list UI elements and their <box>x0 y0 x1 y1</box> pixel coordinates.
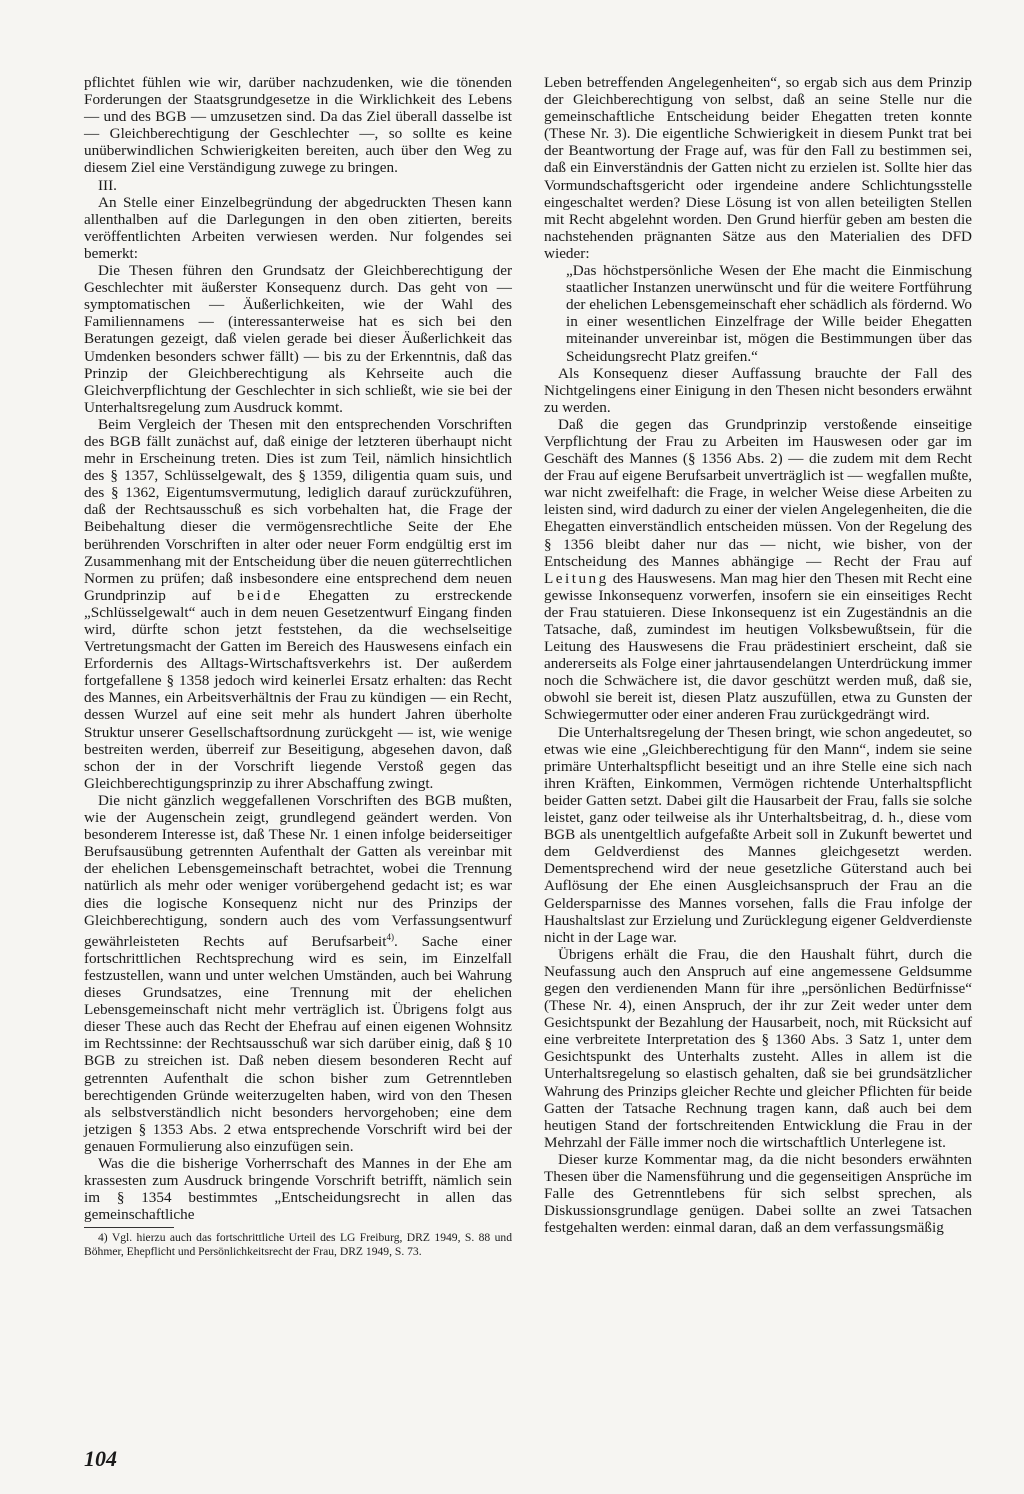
paragraph: Leben betreffenden Angelegenheiten“, so ergab sich aus dem Prinzip der Gleichberechtigung von selbst, daß an seine Stelle nur die gemeinschaftliche Entscheidung beider Ehegatten treten konnte (These Nr. 3). Die eigentliche Schwierigkeit in diesem Punkt trat bei der Beantwortung der Frage auf, was für den Fall zu bestimmen sei, daß ein Einverständnis der Gatten nicht zu erzielen ist. Sollte hier das Vormundschaftsgericht oder irgendeine andere Schlichtungsstelle eingeschaltet werden? Diese Lösung ist von allen beteiligten Stellen mit Recht abgelehnt worden. Den Grund hierfür geben am besten die nachstehenden prägnanten Sätze aus den Materialien des DFD wieder: <box>544 74 972 262</box>
spaced-emphasis: Leitung <box>544 569 609 587</box>
spaced-emphasis: beide <box>237 586 283 604</box>
page-number: 104 <box>84 1446 117 1471</box>
paragraph: Als Konsequenz dieser Auffassung brauchte der Fall des Nichtgelingens einer Einigung in den Thesen nicht besonders erwähnt zu werden. <box>544 364 972 416</box>
block-quote: „Das höchstpersönliche Wesen der Ehe macht die Einmischung staatlicher Instanzen unerwünscht und für die weitere Fortführung der ehelichen Lebensgemeinschaft eher schädlich als fördernd. Wo in einer wesentlichen Einzelfrage der Wille beider Ehegatten miteinander unvereinbar ist, mögen die Bestimmungen über das Scheidungsrecht Platz greifen.“ <box>566 262 972 365</box>
paragraph <box>84 416 512 792</box>
text-run: Daß die gegen das Grundprinzip verstoßende einseitige Verpflichtung der Frau zu Arbeiten im Hauswesen oder gar im Geschäft des Mannes (§ 1356 Abs. 2) — die zudem mit dem Recht der Frau auf eigene Berufsarbeit unverträglich ist — wegfallen mußte, war nicht zweifelhaft: die Frage, in welcher Weise diese Arbeiten zu leisten sind, wird dadurch zu einer der vielen Angelegenheiten, die die Ehegatten einverständlich entscheiden müssen. Von der Regelung des § 1356 bleibt daher nur das — nicht, wie bisher, von der Entscheidung des Mannes abhängige — Recht der Frau auf <box>544 415 972 570</box>
paragraph: Die Unterhaltsregelung der Thesen bringt, wie schon angedeutet, so etwas wie eine „Gleichberechtigung für den Mann“, indem sie seine primäre Unterhaltspflicht beseitigt und an ihre Stelle eine sich nach ihren Kräften, Einkommen, Vermögen richtende Unterhaltspflicht beider Gatten setzt. Dabei gilt die Hausarbeit der Frau, falls sie solche leistet, ganz oder teilweise als ihr Unterhaltsbeitrag, d. h., diese vom BGB als unentgeltlich aufgefaßte Arbeit soll in Zukunft bewertet und dem Geldverdienst des Mannes gleichgesetzt werden. Dementsprechend wird der neue gesetzliche Güterstand auch bei Auflösung der Ehe einen Ausgleichsanspruch der Frau an die Geldersparnisse des Mannes vorsehen, falls die Frau infolge der Haushaltslast zur Erzielung und Zurücklegung eigener Geldverdienste nicht in der Lage war. <box>544 723 972 946</box>
left-column <box>84 74 512 1258</box>
paragraph <box>544 416 972 724</box>
footnote: 4) Vgl. hierzu auch das fortschrittliche Urteil des LG Freiburg, DRZ 1949, S. 88 und Böhmer, Ehepflicht und Persönlichkeitsrecht der Frau, DRZ 1949, S. 73. <box>84 1231 512 1258</box>
paragraph: pflichtet fühlen wie wir, darüber nachzudenken, wie die tönenden Forderungen der Staatsgrundgesetze in die Wirklichkeit des Lebens — und des BGB — umzusetzen sind. Da das Ziel überall dasselbe ist — Gleichberechtigung der Geschlechter —, so sollte es keine unüberwindlichen Schwierigkeiten bereiten, auch über den Weg zu diesem Ziel eine Verständigung zuwege zu bringen. <box>84 74 512 177</box>
right-column <box>544 74 972 1236</box>
text-run: Beim Vergleich der Thesen mit den entsprechenden Vorschriften des BGB fällt zunächst auf, daß einige der letzteren überhaupt nicht mehr in Erscheinung treten. Dies ist zum Teil, nämlich hinsichtlich des § 1357, Schlüsselgewalt, des § 1359, diligentia quam suis, und des § 1362, Eigentumsvermutung, lediglich darauf zurückzuführen, daß der Rechtsausschuß es sich vorbehalten hat, die Frage der Beibehaltung dieser die vermögensrechtliche Seite der Ehe berührenden Vorschriften in alter oder neuer Form endgültig erst im Zusammenhang mit der Entscheidung über die neuen güterrechtlichen Normen zu prüfen; daß insbesondere eine entsprechend dem neuen Grundprinzip auf <box>84 415 512 604</box>
text-run: . Sache einer fortschrittlichen Rechtsprechung wird es sein, im Einzelfall festzustellen, wann und unter welchen Umständen, auch bei Wahrung dieses Grundsatzes, eine Trennung mit der ehelichen Lebensgemeinschaft nicht mehr verträglich ist. Übrigens folgt aus dieser These auch das Recht der Ehefrau auf einen eigenen Wohnsitz im Rechtssinne: der Rechtsausschuß war sich darüber einig, daß § 10 BGB zu streichen ist. Daß neben diesem besonderen Recht auf getrennten Aufenthalt die schon bisher zum Getrenntleben berechtigenden Gründe weiterzugelten haben, wird von den Thesen als selbstverständlich nicht besonders hervorgehoben; eine dem jetzigen § 1353 Abs. 2 etwa entsprechende Vorschrift wird bei der genauen Formulierung also einzufügen sein. <box>84 932 512 1155</box>
text-run: Ehegatten zu erstreckende „Schlüsselgewalt“ auch in dem neuen Gesetzentwurf Eingang finden wird, dürfte schon jetzt feststehen, da die wechselseitige Vertretungsmacht der Gatten im Bereich des Hauswesens einfach ein Erfordernis des Alltags-Wirtschaftsverkehrs ist. Der außerdem fortgefallene § 1358 jedoch wird keinerlei Ersatz erhalten: das Recht des Mannes, ein Arbeitsverhältnis der Frau zu kündigen — ein Recht, dessen Wurzel auf eine seit mehr als hundert Jahren überholte Struktur unserer Gesellschaftsordnung zurückgeht — ist, wie wenige bestreiten werden, überreif zur Beseitigung, abgesehen davon, daß schon der in der Vorschrift liegende Verstoß gegen das Gleichberechtigungsprinzip zu ihrer Abschaffung zwingt. <box>84 586 512 792</box>
section-heading: III. <box>98 176 117 194</box>
text-run: Die nicht gänzlich weggefallenen Vorschriften des BGB mußten, wie der Augenschein zeigt, grundlegend geändert werden. Von besonderem Interesse ist, daß These Nr. 1 einen infolge beiderseitiger Berufsausübung getrennten Aufenthalt der Gatten als vereinbar mit der ehelichen Lebensgemeinschaft betrachtet, wobei die Trennung natürlich als mehr oder weniger vorübergehend gedacht ist; es war dies die logische Konsequenz nicht nur des Prinzips der Gleichberechtigung, sondern auch des vom Verfassungsentwurf gewährleisteten Rechts auf Berufsarbeit <box>84 791 512 950</box>
paragraph: Was die die bisherige Vorherrschaft des Mannes in der Ehe am krassesten zum Ausdruck bringende Vorschrift betrifft, nämlich sein im § 1354 bestimmtes „Entscheidungsrecht in allen das gemeinschaftliche <box>84 1154 512 1224</box>
text-run: des Hauswesens. Man mag hier den Thesen mit Recht eine gewisse Inkonsequenz vorwerfen, insofern sie ein einseitiges Recht der Frau statuieren. Diese Inkonsequenz ist ein Zugeständnis an die Tatsache, daß, zumindest im heutigen Volksbewußtsein, für die Leitung des Hauswesens die Frau prädestiniert erscheint, daß sie andererseits als Folge einer jahrtausendelangen Unterdrückung immer noch die Schwächere ist, die davor geschützt werden muß, daß sie, obwohl sie bereit ist, diesen Platz auszufüllen, etwa zu Gunsten der Schwiegermutter oder einer anderen Frau zurückgedrängt wird. <box>544 569 973 724</box>
paragraph: Übrigens erhält die Frau, die den Haushalt führt, durch die Neufassung auch den Anspruch auf eine angemessene Geldsumme gegen den verdienenden Mann für ihre „persönlichen Bedürfnisse“ (These Nr. 4), einen Anspruch, der ihr zur Zeit weder unter dem Gesichtspunkt der Bezahlung der Hausarbeit, noch, mit Rücksicht auf eine verbreitete Interpretation des § 1360 Abs. 3 Satz 1, unter dem Gesichtspunkt des Unterhalts zusteht. Alles in allem ist die Unterhaltsregelung so elastisch gehalten, daß sie bei grundsätzlicher Wahrung des Prinzips gleicher Rechte und gleicher Pflichten für beide Gatten der Tatsache Rechnung tragen kann, daß auch bei dem heutigen Stand der fortschreitenden Entwicklung die Frau in der Mehrzahl der Fälle immer noch die wirtschaftlich Unterlegene ist. <box>544 945 972 1151</box>
paragraph: An Stelle einer Einzelbegründung der abgedruckten Thesen kann allenthalben auf die Darlegungen in den oben zitierten, bereits veröffentlichten Arbeiten verwiesen werden. Nur folgendes sei bemerkt: <box>84 193 512 262</box>
paragraph <box>84 792 512 1155</box>
footnote-divider <box>84 1227 174 1228</box>
paragraph: Die Thesen führen den Grundsatz der Gleichberechtigung der Geschlechter mit äußerster Konsequenz durch. Das geht von — symptomatischen — Äußerlichkeiten, wie der Wahl des Familiennamens — (interessanterweise hat es sich bei den Beratungen gezeigt, daß vielen gerade bei dieser Äußerlichkeit das Umdenken besonders schwer fällt) — bis zu der Erkenntnis, daß das Prinzip der Gleichberechtigung als Kehrseite auch die Gleichverpflichtung der Geschlechter in sich schließt, wie sie bei der Unterhaltsregelung zum Ausdruck kommt. <box>84 262 512 416</box>
footnote-reference: 4) <box>386 931 394 942</box>
paragraph: Dieser kurze Kommentar mag, da die nicht besonders erwähnten Thesen über die Namensführung und die gegenseitigen Ansprüche im Falle des Getrenntlebens für sich selbst sprechen, als Diskussionsgrundlage genügen. Dabei sollte an zwei Tatsachen festgehalten werden: einmal daran, daß an dem verfassungsmäßig <box>544 1150 972 1237</box>
